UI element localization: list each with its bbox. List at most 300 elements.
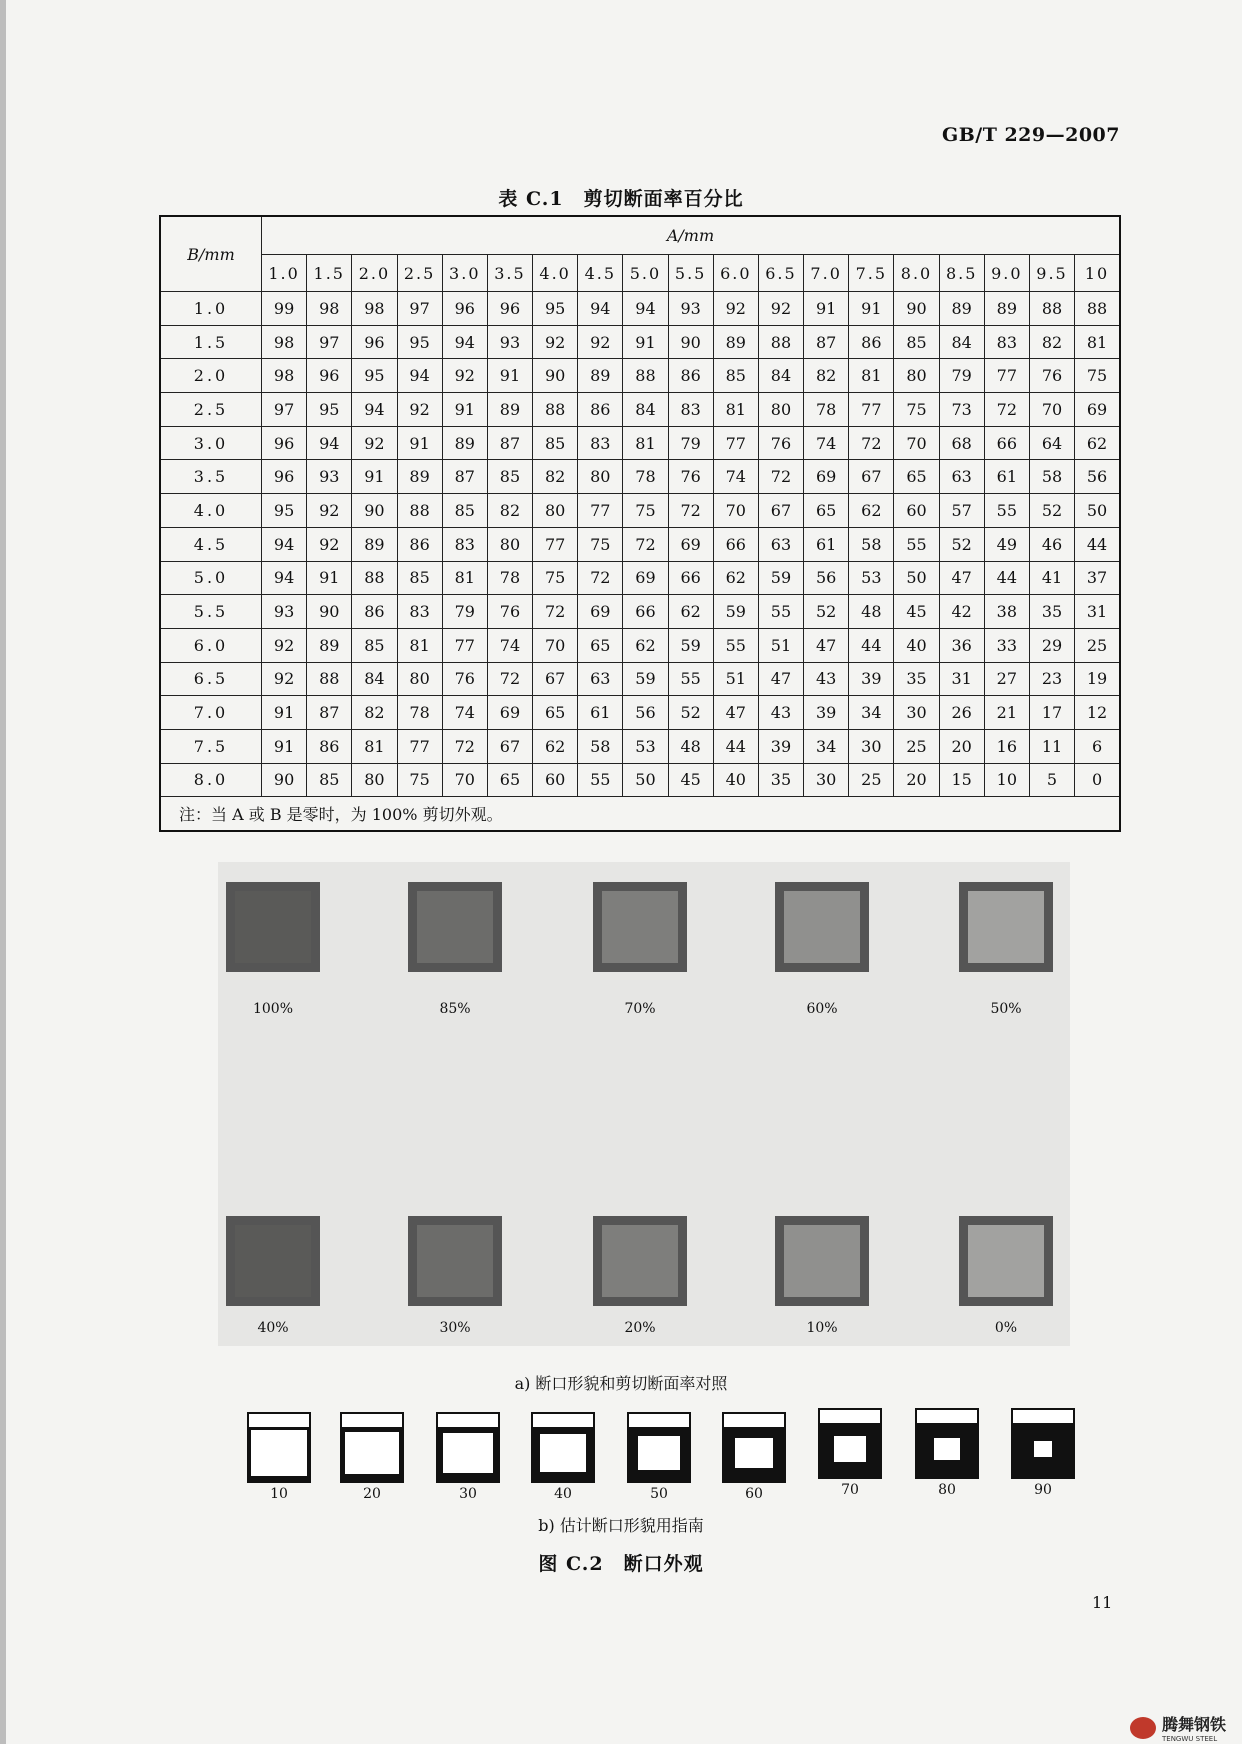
shear-rate-table xyxy=(159,215,1121,832)
table-cell: 88 xyxy=(352,561,397,595)
table-cell: 40 xyxy=(713,763,758,797)
table-cell: 20 xyxy=(894,763,939,797)
table-cell: 47 xyxy=(758,662,803,696)
row-label: 2.0 xyxy=(160,359,262,393)
scan-edge xyxy=(0,0,6,1744)
table-cell: 86 xyxy=(668,359,713,393)
table-cell: 88 xyxy=(533,393,578,427)
table-cell: 63 xyxy=(578,662,623,696)
table-cell: 90 xyxy=(533,359,578,393)
table-cell: 72 xyxy=(849,426,894,460)
table-cell: 92 xyxy=(352,426,397,460)
table-cell: 75 xyxy=(623,494,668,528)
table-cell: 77 xyxy=(713,426,758,460)
table-cell: 70 xyxy=(894,426,939,460)
table-cell: 78 xyxy=(487,561,532,595)
table-cell: 93 xyxy=(262,595,307,629)
table-cell: 79 xyxy=(668,426,713,460)
table-cell: 91 xyxy=(262,729,307,763)
table-cell: 85 xyxy=(307,763,352,797)
brand-subtitle: TENGWU STEEL xyxy=(1162,1735,1218,1743)
table-cell: 91 xyxy=(307,561,352,595)
guide-box xyxy=(436,1412,500,1483)
table-cell: 88 xyxy=(397,494,442,528)
table-cell: 96 xyxy=(352,325,397,359)
table-cell: 47 xyxy=(939,561,984,595)
table-cell: 51 xyxy=(713,662,758,696)
table-cell: 38 xyxy=(984,595,1029,629)
table-cell: 44 xyxy=(713,729,758,763)
table-cell: 88 xyxy=(307,662,352,696)
fracture-specimen-photo xyxy=(222,1212,324,1310)
table-cell: 97 xyxy=(397,292,442,326)
table-cell: 62 xyxy=(623,628,668,662)
table-cell: 80 xyxy=(487,527,532,561)
table-cell: 91 xyxy=(442,393,487,427)
row-label: 4.5 xyxy=(160,527,262,561)
table-cell: 85 xyxy=(487,460,532,494)
table-cell: 89 xyxy=(487,393,532,427)
table-row xyxy=(160,595,1120,629)
table-cell: 36 xyxy=(939,628,984,662)
table-cell: 89 xyxy=(578,359,623,393)
table-cell: 58 xyxy=(1029,460,1074,494)
table-cell: 75 xyxy=(533,561,578,595)
table-cell: 33 xyxy=(984,628,1029,662)
table-cell: 42 xyxy=(939,595,984,629)
table-cell: 68 xyxy=(939,426,984,460)
table-cell: 96 xyxy=(262,426,307,460)
table-row xyxy=(160,325,1120,359)
table-cell: 55 xyxy=(713,628,758,662)
table-cell: 76 xyxy=(668,460,713,494)
table-cell: 79 xyxy=(442,595,487,629)
column-header: 5.5 xyxy=(668,255,713,292)
table-cell: 87 xyxy=(307,696,352,730)
row-label: 1.5 xyxy=(160,325,262,359)
row-label: 7.0 xyxy=(160,696,262,730)
table-cell: 79 xyxy=(939,359,984,393)
table-cell: 62 xyxy=(849,494,894,528)
table-cell: 94 xyxy=(307,426,352,460)
table-cell: 62 xyxy=(533,729,578,763)
table-cell: 89 xyxy=(939,292,984,326)
table-cell: 99 xyxy=(262,292,307,326)
table-cell: 72 xyxy=(984,393,1029,427)
guide-box xyxy=(1011,1408,1075,1479)
table-cell: 97 xyxy=(262,393,307,427)
table-cell: 56 xyxy=(623,696,668,730)
table-cell: 89 xyxy=(397,460,442,494)
table-cell: 51 xyxy=(758,628,803,662)
table-cell: 86 xyxy=(849,325,894,359)
fracture-specimen-photo xyxy=(771,1212,873,1310)
table-cell: 89 xyxy=(984,292,1029,326)
table-cell: 57 xyxy=(939,494,984,528)
table-cell: 69 xyxy=(487,696,532,730)
table-cell: 77 xyxy=(984,359,1029,393)
table-cell: 77 xyxy=(578,494,623,528)
table-cell: 96 xyxy=(487,292,532,326)
table-cell: 75 xyxy=(578,527,623,561)
column-header: 2.0 xyxy=(352,255,397,292)
table-cell: 23 xyxy=(1029,662,1074,696)
table-cell: 81 xyxy=(713,393,758,427)
table-cell: 70 xyxy=(713,494,758,528)
table-cell: 75 xyxy=(894,393,939,427)
table-cell: 90 xyxy=(262,763,307,797)
table-cell: 41 xyxy=(1029,561,1074,595)
table-cell: 55 xyxy=(894,527,939,561)
table-cell: 98 xyxy=(352,292,397,326)
table-cell: 69 xyxy=(668,527,713,561)
table-cell: 83 xyxy=(668,393,713,427)
column-header: 7.0 xyxy=(804,255,849,292)
table-cell: 86 xyxy=(352,595,397,629)
table-cell: 65 xyxy=(533,696,578,730)
table-cell: 83 xyxy=(442,527,487,561)
table-cell: 77 xyxy=(397,729,442,763)
table-cell: 84 xyxy=(352,662,397,696)
table-cell: 70 xyxy=(1029,393,1074,427)
table-cell: 74 xyxy=(804,426,849,460)
table-cell: 77 xyxy=(849,393,894,427)
table-cell: 30 xyxy=(894,696,939,730)
table-cell: 86 xyxy=(307,729,352,763)
table-cell: 30 xyxy=(849,729,894,763)
table-cell: 85 xyxy=(442,494,487,528)
row-label: 5.5 xyxy=(160,595,262,629)
table-cell: 72 xyxy=(578,561,623,595)
table-cell: 35 xyxy=(758,763,803,797)
row-label: 3.5 xyxy=(160,460,262,494)
fracture-specimen-photo xyxy=(589,1212,691,1310)
table-cell: 82 xyxy=(1029,325,1074,359)
table-cell: 39 xyxy=(804,696,849,730)
table-cell: 81 xyxy=(623,426,668,460)
column-header: 10 xyxy=(1075,255,1120,292)
table-cell: 77 xyxy=(533,527,578,561)
table-cell: 72 xyxy=(487,662,532,696)
table-cell: 50 xyxy=(1075,494,1120,528)
table-cell: 63 xyxy=(939,460,984,494)
table-cell: 40 xyxy=(894,628,939,662)
table-body xyxy=(160,292,1120,797)
table-cell: 37 xyxy=(1075,561,1120,595)
table-cell: 58 xyxy=(849,527,894,561)
fracture-specimen-photo xyxy=(955,1212,1057,1310)
photo-label: 20% xyxy=(624,1320,656,1336)
table-cell: 47 xyxy=(804,628,849,662)
table-cell: 59 xyxy=(623,662,668,696)
table-cell: 95 xyxy=(307,393,352,427)
table-cell: 12 xyxy=(1075,696,1120,730)
table-cell: 61 xyxy=(984,460,1029,494)
fracture-specimen-photo xyxy=(589,878,691,976)
fracture-specimen-photo xyxy=(771,878,873,976)
table-cell: 25 xyxy=(1075,628,1120,662)
table-cell: 88 xyxy=(758,325,803,359)
table-cell: 66 xyxy=(984,426,1029,460)
table-cell: 66 xyxy=(713,527,758,561)
table-cell: 89 xyxy=(442,426,487,460)
table-cell: 66 xyxy=(668,561,713,595)
photo-label: 10% xyxy=(806,1320,838,1336)
table-cell: 46 xyxy=(1029,527,1074,561)
table-cell: 82 xyxy=(487,494,532,528)
table-cell: 92 xyxy=(533,325,578,359)
table-cell: 84 xyxy=(758,359,803,393)
guide-box xyxy=(627,1412,691,1483)
table-cell: 55 xyxy=(668,662,713,696)
table-cell: 92 xyxy=(713,292,758,326)
table-cell: 45 xyxy=(894,595,939,629)
table-row xyxy=(160,696,1120,730)
page-number: 11 xyxy=(1092,1593,1113,1612)
table-cell: 91 xyxy=(487,359,532,393)
guide-label: 60 xyxy=(745,1486,763,1502)
photo-label: 50% xyxy=(990,1001,1022,1017)
column-header: 2.5 xyxy=(397,255,442,292)
table-cell: 98 xyxy=(307,292,352,326)
table-cell: 72 xyxy=(442,729,487,763)
table-cell: 91 xyxy=(352,460,397,494)
table-cell: 15 xyxy=(939,763,984,797)
table-cell: 78 xyxy=(623,460,668,494)
table-cell: 91 xyxy=(804,292,849,326)
fracture-specimen-photo xyxy=(404,1212,506,1310)
table-row xyxy=(160,527,1120,561)
table-cell: 86 xyxy=(397,527,442,561)
fracture-specimen-photo xyxy=(222,878,324,976)
fracture-specimen-photo xyxy=(955,878,1057,976)
table-cell: 64 xyxy=(1029,426,1074,460)
table-cell: 74 xyxy=(487,628,532,662)
table-cell: 21 xyxy=(984,696,1029,730)
table-cell: 44 xyxy=(1075,527,1120,561)
table-cell: 85 xyxy=(352,628,397,662)
table-cell: 78 xyxy=(397,696,442,730)
row-label: 7.5 xyxy=(160,729,262,763)
table-cell: 89 xyxy=(713,325,758,359)
table-cell: 80 xyxy=(352,763,397,797)
table-cell: 66 xyxy=(623,595,668,629)
table-cell: 69 xyxy=(578,595,623,629)
column-header: 8.5 xyxy=(939,255,984,292)
column-header: 3.5 xyxy=(487,255,532,292)
guide-box xyxy=(722,1412,786,1483)
table-cell: 63 xyxy=(758,527,803,561)
brand-logo-icon xyxy=(1130,1717,1156,1739)
table-cell: 81 xyxy=(352,729,397,763)
table-cell: 80 xyxy=(758,393,803,427)
table-cell: 61 xyxy=(578,696,623,730)
table-cell: 62 xyxy=(713,561,758,595)
table-cell: 92 xyxy=(578,325,623,359)
table-cell: 82 xyxy=(804,359,849,393)
table-cell: 29 xyxy=(1029,628,1074,662)
table-cell: 94 xyxy=(578,292,623,326)
table-cell: 87 xyxy=(487,426,532,460)
table-cell: 84 xyxy=(939,325,984,359)
table-row xyxy=(160,460,1120,494)
table-cell: 67 xyxy=(533,662,578,696)
table-cell: 5 xyxy=(1029,763,1074,797)
guide-label: 40 xyxy=(554,1486,572,1502)
table-cell: 92 xyxy=(307,494,352,528)
column-header-row xyxy=(160,255,1120,292)
table-cell: 96 xyxy=(307,359,352,393)
table-cell: 90 xyxy=(668,325,713,359)
table-cell: 88 xyxy=(1075,292,1120,326)
table-cell: 67 xyxy=(849,460,894,494)
column-header: 8.0 xyxy=(894,255,939,292)
table-cell: 85 xyxy=(397,561,442,595)
table-cell: 35 xyxy=(894,662,939,696)
table-cell: 94 xyxy=(442,325,487,359)
table-cell: 91 xyxy=(623,325,668,359)
row-label: 3.0 xyxy=(160,426,262,460)
row-label: 1.0 xyxy=(160,292,262,326)
table-cell: 81 xyxy=(1075,325,1120,359)
table-cell: 69 xyxy=(1075,393,1120,427)
table-cell: 60 xyxy=(533,763,578,797)
table-cell: 67 xyxy=(758,494,803,528)
table-cell: 49 xyxy=(984,527,1029,561)
table-cell: 31 xyxy=(1075,595,1120,629)
column-header: 4.0 xyxy=(533,255,578,292)
table-cell: 52 xyxy=(668,696,713,730)
table-cell: 92 xyxy=(397,393,442,427)
table-cell: 39 xyxy=(849,662,894,696)
table-cell: 90 xyxy=(894,292,939,326)
table-cell: 89 xyxy=(307,628,352,662)
table-cell: 59 xyxy=(668,628,713,662)
guide-box xyxy=(915,1408,979,1479)
table-cell: 76 xyxy=(442,662,487,696)
table-cell: 96 xyxy=(442,292,487,326)
table-cell: 52 xyxy=(1029,494,1074,528)
guide-label: 20 xyxy=(363,1486,381,1502)
table-cell: 82 xyxy=(533,460,578,494)
table-cell: 73 xyxy=(939,393,984,427)
row-label: 4.0 xyxy=(160,494,262,528)
table-cell: 75 xyxy=(397,763,442,797)
table-cell: 81 xyxy=(442,561,487,595)
table-cell: 83 xyxy=(984,325,1029,359)
table-cell: 55 xyxy=(578,763,623,797)
table-cell: 52 xyxy=(939,527,984,561)
table-cell: 50 xyxy=(623,763,668,797)
table-cell: 92 xyxy=(262,662,307,696)
table-row xyxy=(160,763,1120,797)
table-cell: 65 xyxy=(894,460,939,494)
photo-label: 0% xyxy=(994,1320,1018,1336)
column-header: 7.5 xyxy=(849,255,894,292)
b-axis-header: B/mm xyxy=(160,216,262,292)
table-cell: 69 xyxy=(623,561,668,595)
table-cell: 26 xyxy=(939,696,984,730)
table-cell: 92 xyxy=(307,527,352,561)
table-cell: 94 xyxy=(623,292,668,326)
table-cell: 80 xyxy=(894,359,939,393)
table-cell: 45 xyxy=(668,763,713,797)
table-cell: 25 xyxy=(849,763,894,797)
table-cell: 35 xyxy=(1029,595,1074,629)
row-label: 2.5 xyxy=(160,393,262,427)
table-cell: 75 xyxy=(1075,359,1120,393)
table-cell: 95 xyxy=(352,359,397,393)
row-label: 6.0 xyxy=(160,628,262,662)
table-cell: 76 xyxy=(1029,359,1074,393)
photo-label: 85% xyxy=(439,1001,471,1017)
table-cell: 98 xyxy=(262,325,307,359)
table-cell: 59 xyxy=(758,561,803,595)
table-cell: 59 xyxy=(713,595,758,629)
table-row xyxy=(160,393,1120,427)
table-cell: 87 xyxy=(804,325,849,359)
table-cell: 91 xyxy=(397,426,442,460)
table-cell: 53 xyxy=(623,729,668,763)
table-cell: 94 xyxy=(262,527,307,561)
table-cell: 95 xyxy=(397,325,442,359)
a-axis-header: A/mm xyxy=(262,216,1121,255)
brand-name: 腾舞钢铁 xyxy=(1162,1715,1227,1734)
table-row xyxy=(160,561,1120,595)
table-cell: 97 xyxy=(307,325,352,359)
guide-label: 70 xyxy=(841,1482,859,1498)
table-cell: 27 xyxy=(984,662,1029,696)
standard-code: GB/T 229—2007 xyxy=(941,124,1120,146)
table-cell: 0 xyxy=(1075,763,1120,797)
table-cell: 92 xyxy=(442,359,487,393)
table-cell: 76 xyxy=(487,595,532,629)
guide-box xyxy=(340,1412,404,1483)
table-cell: 77 xyxy=(442,628,487,662)
table-cell: 94 xyxy=(262,561,307,595)
table-cell: 98 xyxy=(262,359,307,393)
figure-title: 图 C.2 断口外观 xyxy=(538,1553,704,1575)
table-cell: 88 xyxy=(1029,292,1074,326)
table-cell: 93 xyxy=(487,325,532,359)
table-cell: 74 xyxy=(713,460,758,494)
table-row xyxy=(160,426,1120,460)
table-cell: 78 xyxy=(804,393,849,427)
guide-label: 10 xyxy=(270,1486,288,1502)
table-cell: 65 xyxy=(578,628,623,662)
table-cell: 72 xyxy=(668,494,713,528)
table-cell: 30 xyxy=(804,763,849,797)
table-note: 注：当 A 或 B 是零时，为 100% 剪切外观。 xyxy=(160,797,1120,831)
table-cell: 43 xyxy=(758,696,803,730)
column-header: 6.5 xyxy=(758,255,803,292)
watermark xyxy=(1130,1712,1226,1743)
table-cell: 93 xyxy=(668,292,713,326)
table-cell: 83 xyxy=(397,595,442,629)
table-cell: 56 xyxy=(1075,460,1120,494)
table-cell: 87 xyxy=(442,460,487,494)
table-cell: 25 xyxy=(894,729,939,763)
fracture-specimen-photo xyxy=(404,878,506,976)
table-cell: 47 xyxy=(713,696,758,730)
table-cell: 61 xyxy=(804,527,849,561)
table-cell: 17 xyxy=(1029,696,1074,730)
table-cell: 70 xyxy=(442,763,487,797)
table-cell: 85 xyxy=(894,325,939,359)
table-cell: 90 xyxy=(307,595,352,629)
photo-label: 60% xyxy=(806,1001,838,1017)
column-header: 6.0 xyxy=(713,255,758,292)
